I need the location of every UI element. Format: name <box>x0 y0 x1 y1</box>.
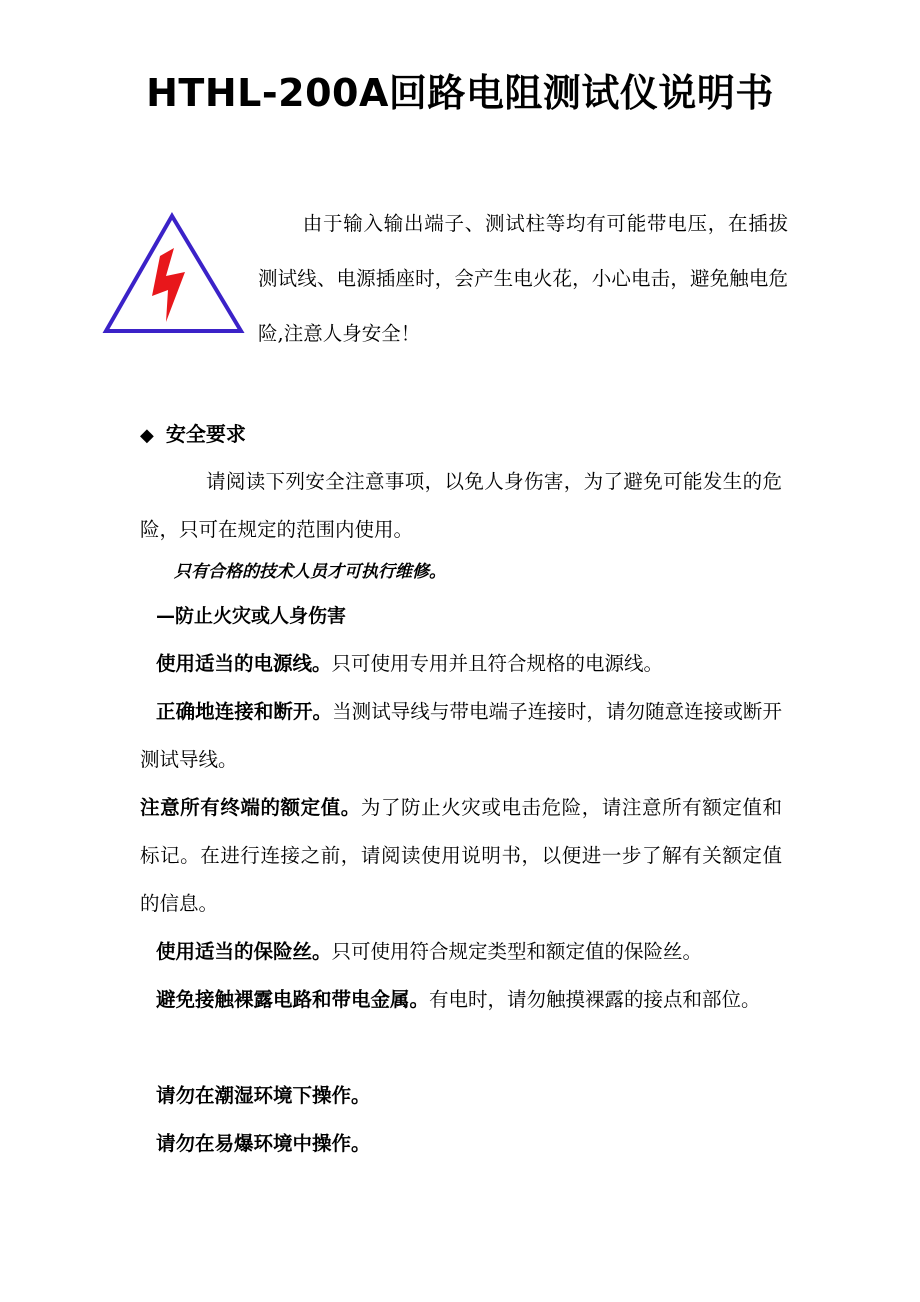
item-ratings <box>140 784 782 928</box>
document-title: HTHL-200A回路电阻测试仪说明书 <box>146 71 774 115</box>
item-explosive: 请勿在易爆环境中操作。 <box>156 1132 371 1155</box>
item-exposed-circuit-label: 避免接触裸露电路和带电金属。 <box>156 988 430 1011</box>
item-fuse <box>140 928 782 976</box>
item-fuse-text: 只可使用符合规定类型和额定值的保险丝。 <box>331 940 703 963</box>
item-ratings-text: 为了防止火灾或电击危险，请注意所有额定值和标记。在进行连接之前，请阅读使用说明书，以便进一步了解有关额定值的信息。 <box>140 796 782 915</box>
item-connect-text: 当测试导线与带电端子连接时，请勿随意连接或断开测试导线。 <box>140 700 782 771</box>
item-fuse-label: 使用适当的保险丝。 <box>156 940 332 963</box>
warning-text-content: 由于输入输出端子、测试柱等均有可能带电压，在插拔测试线、电源插座时，会产生电火花，小心电击，避免触电危险,注意人身安全！ <box>258 212 788 345</box>
safety-heading-text: 安全要求 <box>165 422 246 446</box>
fire-injury-subheading: —防止火灾或人身伤害 <box>156 605 347 627</box>
item-power-cord-label: 使用适当的电源线。 <box>156 652 332 675</box>
item-exposed-circuit-text: 有电时，请勿触摸裸露的接点和部位。 <box>429 988 761 1011</box>
high-voltage-warning-icon <box>102 210 246 336</box>
item-power-cord <box>140 640 782 688</box>
item-connect <box>140 688 782 784</box>
item-exposed-circuit <box>140 976 782 1024</box>
maintenance-note: 只有合格的技术人员才可执行维修。 <box>174 562 446 582</box>
item-ratings-label: 注意所有终端的额定值。 <box>140 796 361 819</box>
safety-heading <box>140 418 246 447</box>
safety-intro: 请阅读下列安全注意事项，以免人身伤害，为了避免可能发生的危险，只可在规定的范围内使用。 <box>140 470 782 541</box>
item-power-cord-text: 只可使用专用并且符合规格的电源线。 <box>331 652 664 675</box>
item-humid: 请勿在潮湿环境下操作。 <box>156 1084 371 1107</box>
diamond-bullet-icon: ◆ <box>140 425 154 446</box>
item-connect-label: 正确地连接和断开。 <box>156 700 333 723</box>
warning-triangle <box>106 216 241 331</box>
lightning-bolt <box>152 248 185 322</box>
warning-text <box>258 196 788 361</box>
